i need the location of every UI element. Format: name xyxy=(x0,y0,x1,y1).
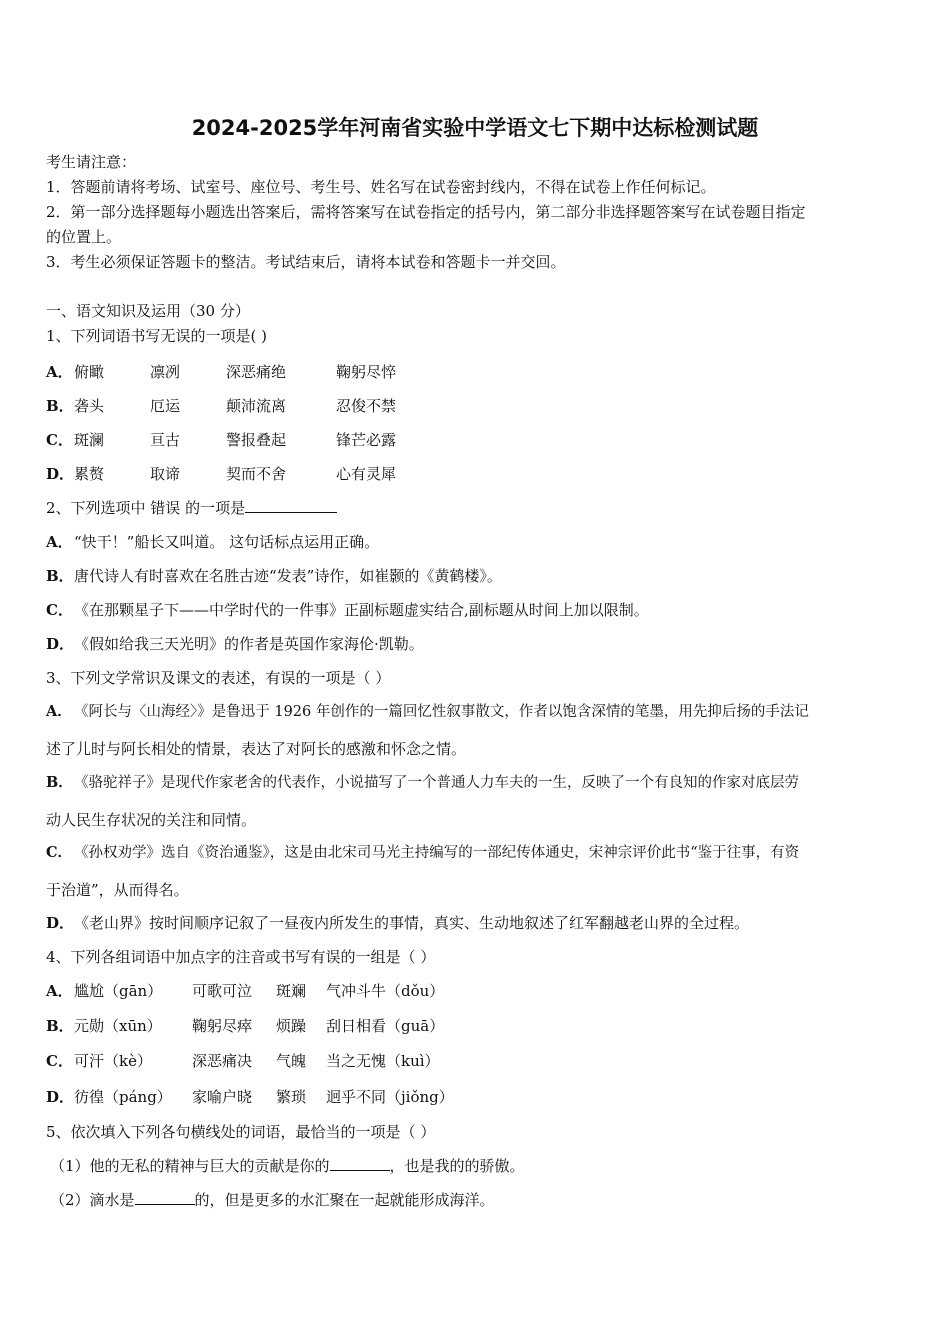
word: 当之无愧（kuì） xyxy=(326,1052,440,1070)
word: 锋芒必露 xyxy=(336,431,397,449)
option-label: B． xyxy=(46,397,74,415)
sentence-text: （2）滴水是 xyxy=(50,1191,135,1209)
word: 气魄 xyxy=(276,1052,307,1070)
q2-option-b xyxy=(46,566,502,586)
q1-option-a xyxy=(46,362,396,382)
option-label: B． xyxy=(46,1017,74,1035)
answer-blank xyxy=(245,498,337,513)
word: 尴尬（gān） xyxy=(74,982,163,1000)
option-label: D． xyxy=(46,914,75,932)
sentence-text: ，也是我的的骄傲。 xyxy=(389,1157,525,1175)
q2-option-c xyxy=(46,600,649,620)
q2-stem-text: 2、下列选项中 错误 的一项是 xyxy=(46,499,246,517)
notice-heading: 考生请注意： xyxy=(46,153,137,171)
notice-line-3: 3．考生必须保证答题卡的整洁。考试结束后，请将本试卷和答题卡一并交回。 xyxy=(46,253,566,271)
option-text: 《阿长与〈山海经〉》是鲁迅于 1926 年创作的一篇回忆性叙事散文，作者以饱含深情的笔墨，用先抑后扬的手法记 xyxy=(74,704,809,720)
option-label: B． xyxy=(46,774,73,791)
q1-option-b xyxy=(46,396,396,416)
section-heading: 一、语文知识及运用（30 分） xyxy=(46,302,250,320)
q2-option-d xyxy=(46,634,424,654)
option-text: 《老山界》按时间顺序记叙了一昼夜内所发生的事情，真实、生动地叙述了红军翻越老山界的全过程。 xyxy=(74,914,750,932)
word: 取谛 xyxy=(150,465,181,483)
q4-option-d xyxy=(46,1087,454,1107)
word: 可歌可泣 xyxy=(192,982,253,1000)
q4-option-c xyxy=(46,1051,440,1071)
question-5-stem: 5、依次填入下列各句横线处的词语，最恰当的一项是（ ） xyxy=(46,1123,436,1141)
sentence-text: （1）他的无私的精神与巨大的贡献是你的 xyxy=(50,1157,330,1175)
option-label: D． xyxy=(46,1088,75,1106)
q1-option-d xyxy=(46,464,396,484)
word: 颠沛流离 xyxy=(226,397,287,415)
word: 警报叠起 xyxy=(226,431,287,449)
word: 烦躁 xyxy=(276,1017,307,1035)
word: 深恶痛决 xyxy=(192,1052,253,1070)
option-label: C． xyxy=(46,431,73,449)
q3-option-a-cont: 述了儿时与阿长相处的情景，表达了对阿长的感激和怀念之情。 xyxy=(46,740,467,758)
option-label: B． xyxy=(46,567,74,585)
word: 凛冽 xyxy=(150,363,181,381)
word: 斑澜 xyxy=(74,431,105,449)
option-text: 《假如给我三天光明》的作者是英国作家海伦·凯勒。 xyxy=(74,635,424,653)
word: 迥乎不同（jiǒng） xyxy=(326,1088,454,1106)
exam-title: 2024-2025学年河南省实验中学语文七下期中达标检测试题 xyxy=(191,116,759,140)
word: 斑斓 xyxy=(276,982,307,1000)
option-text: “快干！”船长又叫道。 这句话标点运用正确。 xyxy=(74,533,380,551)
option-label: A． xyxy=(46,363,73,381)
word: 俯瞰 xyxy=(74,363,105,381)
word: 繁琐 xyxy=(276,1088,307,1106)
question-4-stem: 4、下列各组词语中加点字的注音或书写有误的一组是（ ） xyxy=(46,948,436,966)
option-label: D． xyxy=(46,635,75,653)
option-text: 唐代诗人有时喜欢在名胜古迹“发表”诗作，如崔颢的《黄鹤楼》。 xyxy=(74,567,502,585)
option-text: 《在那颗星子下——中学时代的一件事》正副标题虚实结合,副标题从时间上加以限制。 xyxy=(74,601,649,619)
notice-line-2b: 的位置上。 xyxy=(46,228,122,246)
q3-option-b-cont: 动人民生存状况的关注和同情。 xyxy=(46,811,257,829)
option-label: C． xyxy=(46,601,73,619)
word: 家喻户晓 xyxy=(192,1088,253,1106)
word: 元勋（xūn） xyxy=(74,1017,162,1035)
question-3-stem: 3、下列文学常识及课文的表述，有误的一项是（ ） xyxy=(46,669,391,687)
q3-option-c-cont: 于治道”，从而得名。 xyxy=(46,881,189,899)
word: 可汗（kè） xyxy=(74,1052,152,1070)
q3-option-b xyxy=(46,773,799,793)
q5-sentence-2 xyxy=(50,1190,495,1210)
q1-option-c xyxy=(46,430,396,450)
q3-option-a xyxy=(46,702,809,722)
word: 累赘 xyxy=(74,465,105,483)
q2-option-a xyxy=(46,532,379,552)
option-label: A． xyxy=(46,703,72,720)
option-text: 《骆驼祥子》是现代作家老舍的代表作，小说描写了一个普通人力车夫的一生，反映了一个有良知的作家对底层劳 xyxy=(74,775,799,791)
option-label: A． xyxy=(46,982,73,1000)
word: 鞠躬尽悴 xyxy=(336,363,397,381)
word: 厄运 xyxy=(150,397,181,415)
word: 彷徨（páng） xyxy=(74,1088,172,1106)
word: 刮日相看（guā） xyxy=(326,1017,445,1035)
word: 砻头 xyxy=(74,397,105,415)
word: 鞠躬尽瘁 xyxy=(192,1017,253,1035)
q4-option-b xyxy=(46,1016,444,1036)
question-1-stem: 1、下列词语书写无误的一项是( ) xyxy=(46,327,268,345)
sentence-text: 的，但是更多的水汇聚在一起就能形成海洋。 xyxy=(194,1191,495,1209)
answer-blank xyxy=(330,1156,390,1171)
question-2-stem xyxy=(46,498,337,518)
word: 忍俊不禁 xyxy=(336,397,397,415)
word: 契而不舍 xyxy=(226,465,287,483)
option-label: D． xyxy=(46,465,75,483)
q5-sentence-1 xyxy=(50,1156,525,1176)
word: 深恶痛绝 xyxy=(226,363,287,381)
q3-option-d xyxy=(46,913,749,933)
option-text: 《孙权劝学》选自《资治通鉴》，这是由北宋司马光主持编写的一部纪传体通史，宋神宗评价此书“鉴于往事，有资 xyxy=(74,845,800,861)
word: 亘古 xyxy=(150,431,181,449)
word: 气冲斗牛（dǒu） xyxy=(326,982,445,1000)
word: 心有灵犀 xyxy=(336,465,397,483)
notice-line-2a: 2．第一部分选择题每小题选出答案后，需将答案写在试卷指定的括号内，第二部分非选择题答案写在试卷题目指定 xyxy=(46,203,806,221)
answer-blank xyxy=(135,1190,195,1205)
option-label: C． xyxy=(46,844,73,861)
q3-option-c xyxy=(46,843,799,863)
notice-line-1: 1．答题前请将考场、试室号、座位号、考生号、姓名写在试卷密封线内，不得在试卷上作任何标记。 xyxy=(46,178,716,196)
q4-option-a xyxy=(46,981,444,1001)
option-label: C． xyxy=(46,1052,73,1070)
option-label: A． xyxy=(46,533,73,551)
